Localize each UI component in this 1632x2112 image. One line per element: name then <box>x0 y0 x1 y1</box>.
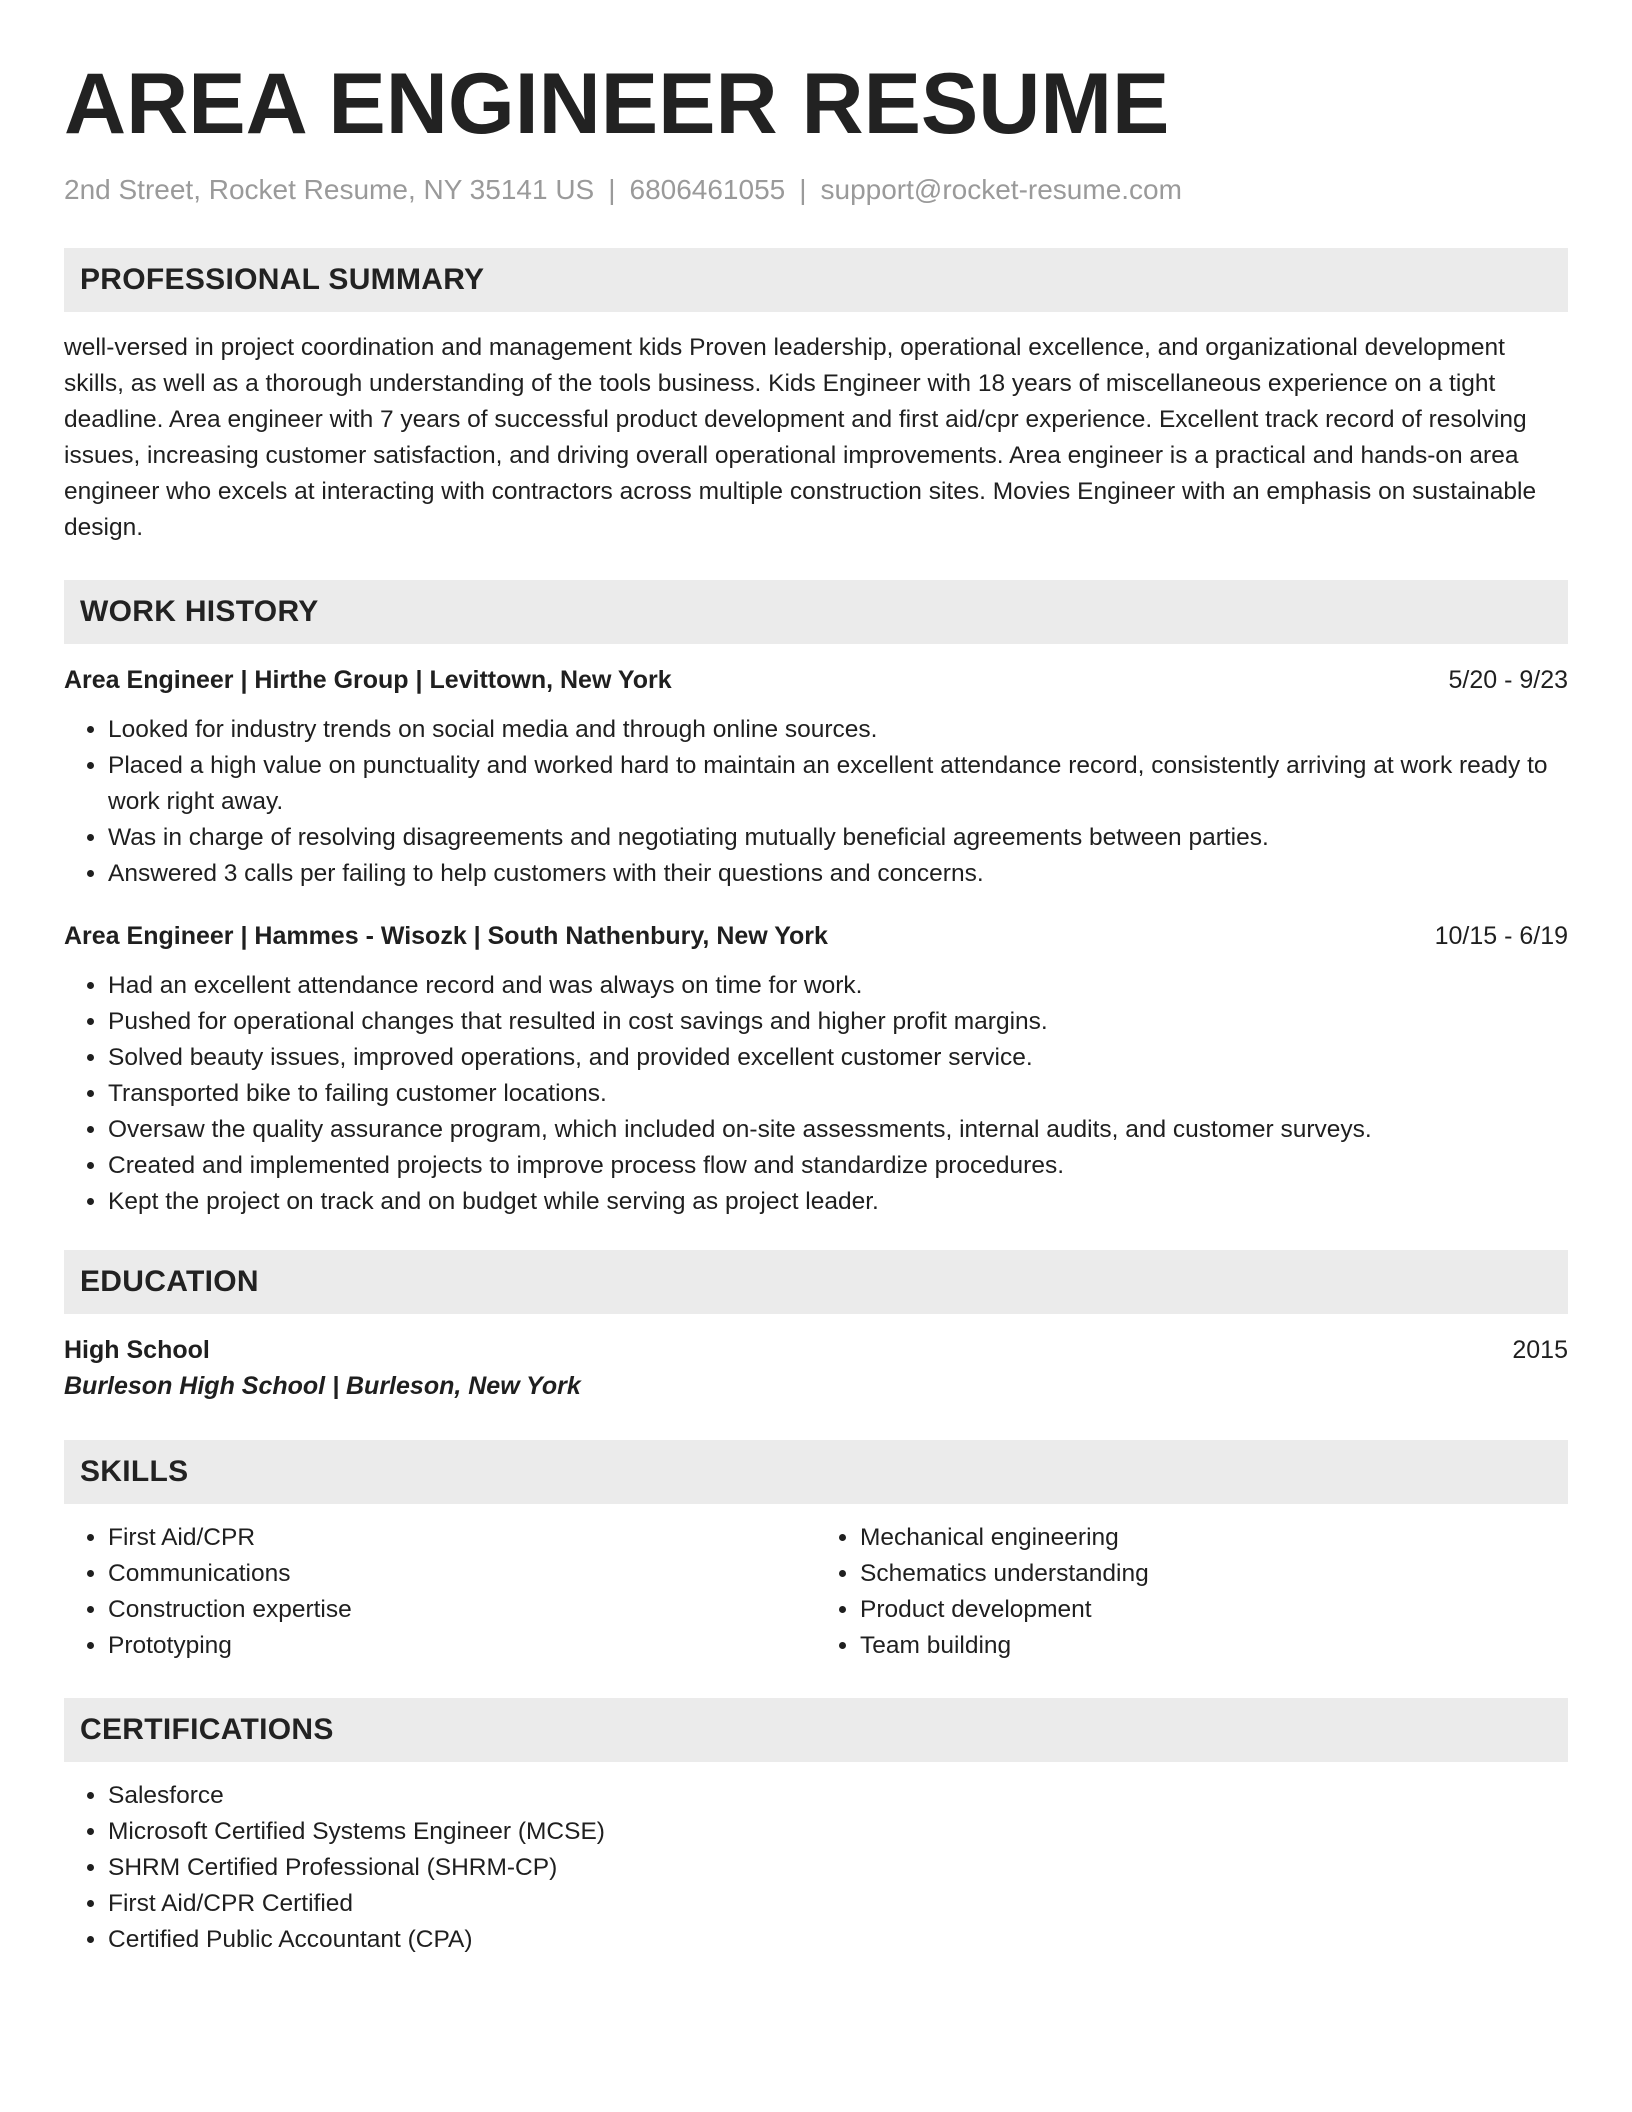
certification-item: • Salesforce <box>108 1778 1568 1814</box>
contact-separator: | <box>608 174 616 205</box>
certifications-list <box>64 1778 1568 1958</box>
skill-item: • Mechanical engineering <box>860 1520 1568 1556</box>
job-bullet: • Created and implemented projects to improve process flow and standardize procedures. <box>108 1148 1568 1184</box>
job-bullet: • Transported bike to failing customer locations. <box>108 1076 1568 1112</box>
skill-item: • Construction expertise <box>108 1592 816 1628</box>
education-degree: High School <box>64 1336 210 1364</box>
section-header-certifications: CERTIFICATIONS <box>64 1698 1568 1762</box>
skill-item: • Product development <box>860 1592 1568 1628</box>
skill-item: • Prototyping <box>108 1628 816 1664</box>
contact-separator: | <box>799 174 807 205</box>
job-title: Area Engineer | Hirthe Group | Levittown, New York <box>64 666 672 694</box>
job-dates: 5/20 - 9/23 <box>1448 666 1568 694</box>
job-title: Area Engineer | Hammes - Wisozk | South Nathenbury, New York <box>64 922 828 950</box>
job-bullets <box>64 712 1568 892</box>
skill-item: • Schematics understanding <box>860 1556 1568 1592</box>
education-header <box>64 1332 1568 1368</box>
job-bullet: • Had an excellent attendance record and was always on time for work. <box>108 968 1568 1004</box>
skill-item: • First Aid/CPR <box>108 1520 816 1556</box>
job-bullet: • Solved beauty issues, improved operations, and provided excellent customer service. <box>108 1040 1568 1076</box>
education-year: 2015 <box>1512 1336 1568 1364</box>
skill-item: • Team building <box>860 1628 1568 1664</box>
skills-grid <box>64 1520 1568 1664</box>
job-bullet: • Oversaw the quality assurance program, which included on-site assessments, internal audits, and customer surveys. <box>108 1112 1568 1148</box>
job-bullet: • Was in charge of resolving disagreements and negotiating mutually beneficial agreements between parties. <box>108 820 1568 856</box>
certification-item: • Microsoft Certified Systems Engineer (MCSE) <box>108 1814 1568 1850</box>
section-header-skills: SKILLS <box>64 1440 1568 1504</box>
certification-item: • SHRM Certified Professional (SHRM-CP) <box>108 1850 1568 1886</box>
summary-text: well-versed in project coordination and management kids Proven leadership, operational excellence, and organizational development skills, as well as a thorough understanding of the tools business. Kids Engineer with 18 years of miscellaneous experience on a tight deadline. Area engineer with 7 years of successful product development and first aid/cpr experience. Excellent track record of resolving issues, increasing customer satisfaction, and driving overall operational improvements. Area engineer is a practical and hands-on area engineer who excels at interacting with contractors across multiple construction sites. Movies Engineer with an emphasis on sustainable design. <box>64 334 1537 541</box>
skills-column-right <box>816 1520 1568 1664</box>
skill-item: • Communications <box>108 1556 816 1592</box>
contact-phone: 6806461055 <box>629 174 786 205</box>
job-bullet: • Looked for industry trends on social media and through online sources. <box>108 712 1568 748</box>
job-bullet: • Pushed for operational changes that resulted in cost savings and higher profit margins. <box>108 1004 1568 1040</box>
section-header-education: EDUCATION <box>64 1250 1568 1314</box>
job-dates: 10/15 - 6/19 <box>1434 922 1568 950</box>
contact-email: support@rocket-resume.com <box>820 174 1182 205</box>
job-entry <box>64 662 1568 892</box>
job-bullet: • Placed a high value on punctuality and worked hard to maintain an excellent attendance record, consistently arriving at work ready to work right away. <box>108 748 1568 820</box>
education-school: Burleson High School | Burleson, New York <box>64 1372 581 1400</box>
job-entry <box>64 918 1568 1220</box>
job-bullet: • Answered 3 calls per failing to help customers with their questions and concerns. <box>108 856 1568 892</box>
section-header-work-history: WORK HISTORY <box>64 580 1568 644</box>
section-header-summary: PROFESSIONAL SUMMARY <box>64 248 1568 312</box>
resume-title: AREA ENGINEER RESUME <box>64 56 1170 152</box>
skills-column-left <box>64 1520 816 1664</box>
job-bullet: • Kept the project on track and on budget while serving as project leader. <box>108 1184 1568 1220</box>
contact-line <box>64 172 1568 208</box>
job-header <box>64 662 1568 698</box>
certification-item: • Certified Public Accountant (CPA) <box>108 1922 1568 1958</box>
contact-address: 2nd Street, Rocket Resume, NY 35141 US <box>64 174 595 205</box>
job-bullets <box>64 968 1568 1220</box>
certification-item: • First Aid/CPR Certified <box>108 1886 1568 1922</box>
job-header <box>64 918 1568 954</box>
